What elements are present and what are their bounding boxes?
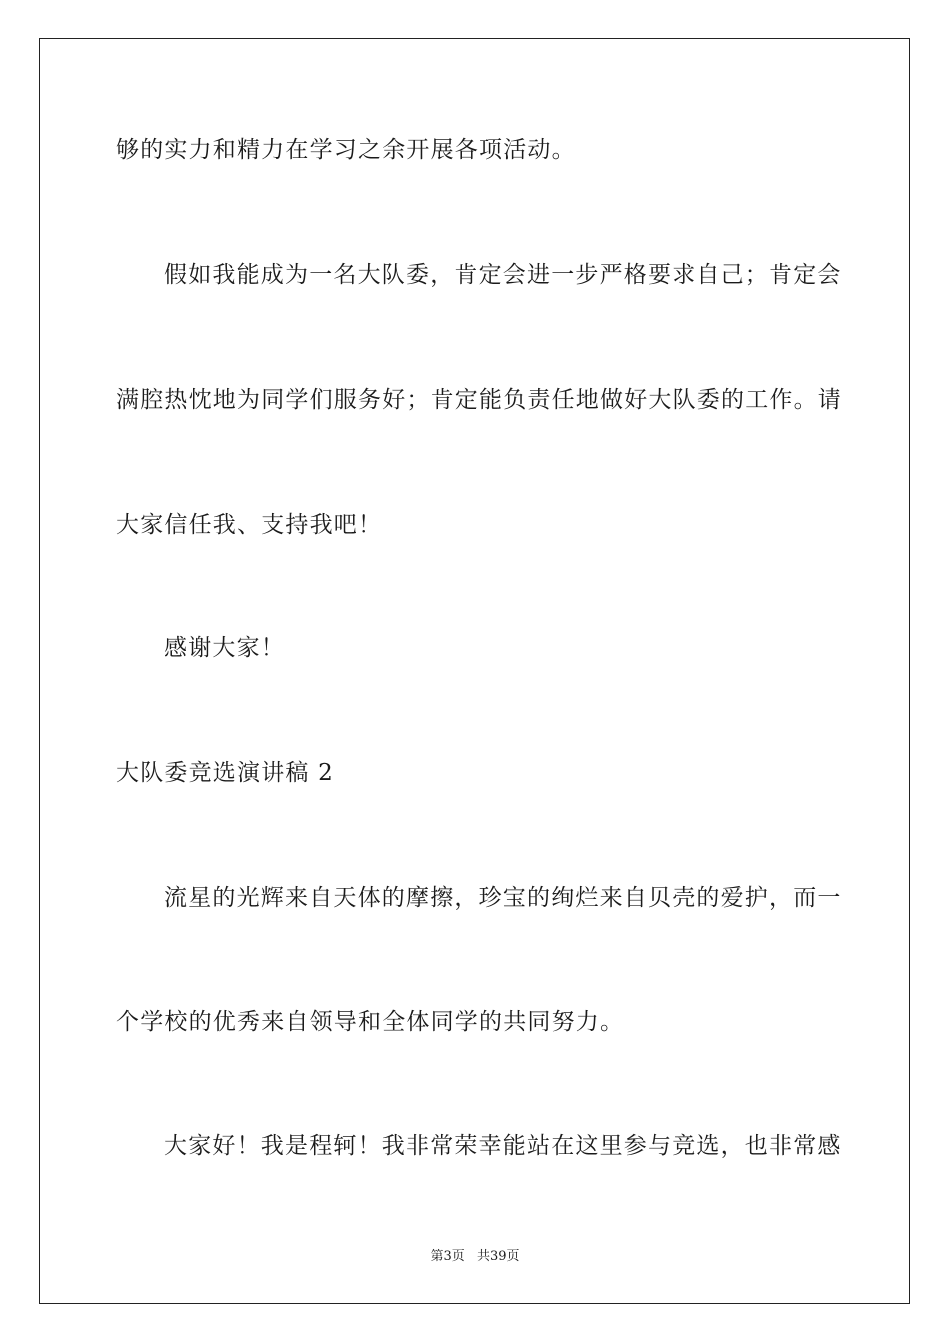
paragraph-line: 假如我能成为一名大队委，肯定会进一步严格要求自己；肯定会 xyxy=(164,262,842,288)
page-footer xyxy=(0,1248,950,1266)
section-heading: 大队委竞选演讲稿 2 xyxy=(116,760,334,786)
paragraph-line: 满腔热忱地为同学们服务好；肯定能负责任地做好大队委的工作。请 xyxy=(116,387,842,413)
page-total: 共39页 xyxy=(476,1249,520,1264)
paragraph-line: 个学校的优秀来自领导和全体同学的共同努力。 xyxy=(116,1009,625,1035)
paragraph-line: 感谢大家！ xyxy=(164,635,285,661)
paragraph-line: 大家信任我、支持我吧！ xyxy=(116,512,383,538)
paragraph-line: 流星的光辉来自天体的摩擦，珍宝的绚烂来自贝壳的爱护，而一 xyxy=(164,885,842,911)
paragraph-line: 大家好！我是程轲！我非常荣幸能站在这里参与竞选，也非常感 xyxy=(164,1133,842,1159)
page-border xyxy=(39,38,910,1304)
page-number: 第3页 xyxy=(430,1249,465,1264)
paragraph-line: 够的实力和精力在学习之余开展各项活动。 xyxy=(116,137,576,163)
